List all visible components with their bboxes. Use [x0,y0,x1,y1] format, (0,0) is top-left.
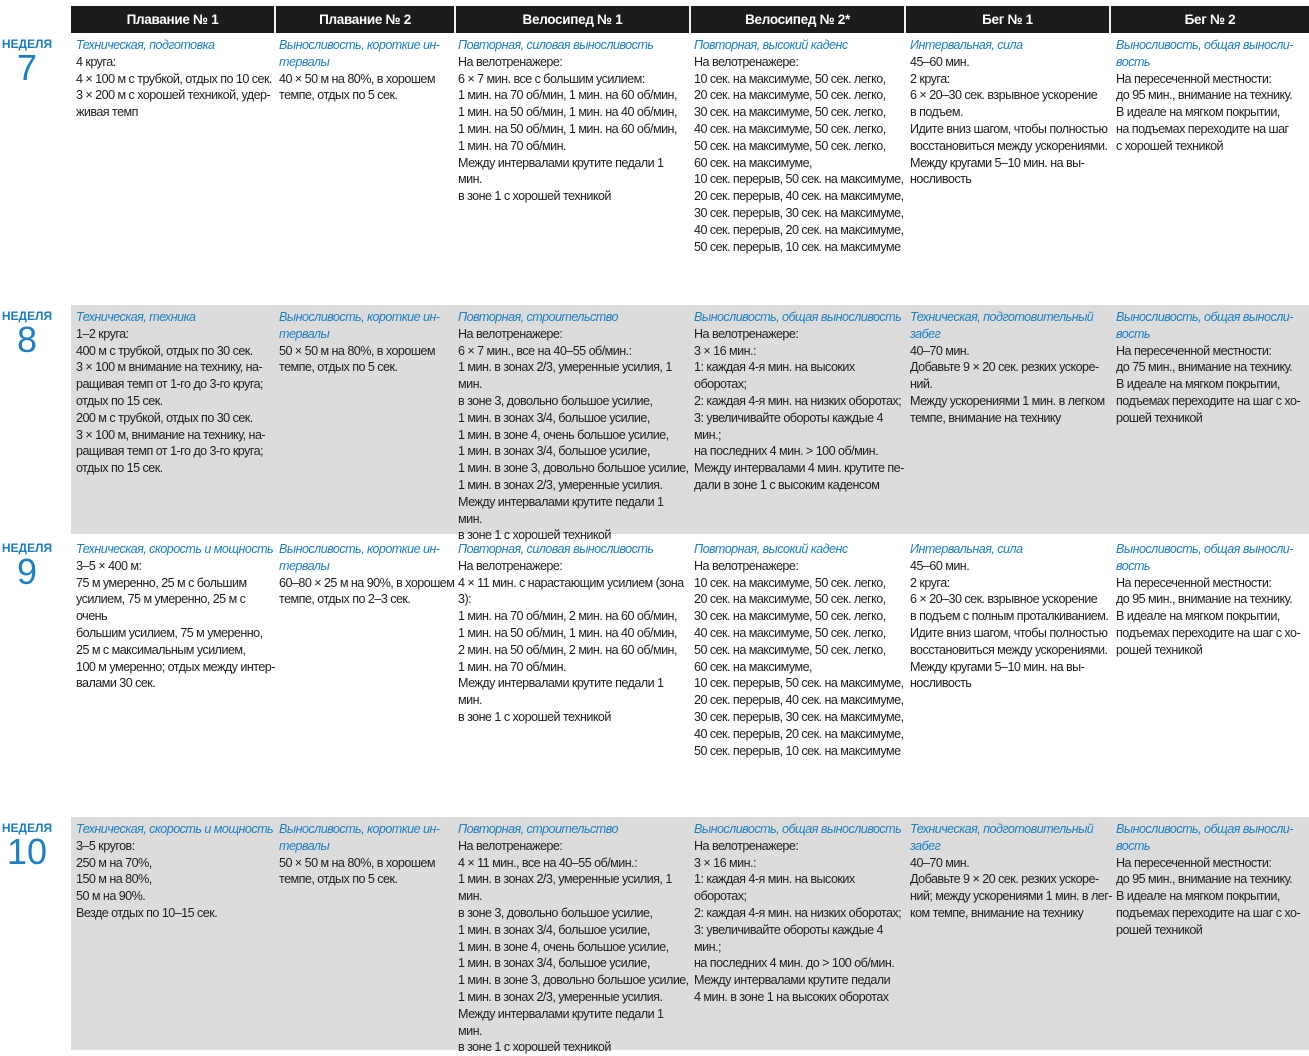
workout-type: Повторная, строительство [458,310,618,324]
workout-type: Техническая, техника [76,310,196,324]
workout-details: На велотренажере: 3 × 16 мин.: 1: каждая 4-я мин. на высоких оборотах; 2: каждая 4-я мин. на низких оборотах; 3: увеличивайте обороты каждые 4 мин.; на последних 4 мин. до > 100 об/мин. Между интервалами крутите педали 4 мин. в зоне 1 на высоких оборотах [694,838,902,1004]
workout-details: На велотренажере: 4 × 11 мин., все на 40–55 об/мин.: 1 мин. в зонах 2/3, умеренные усилия, 1 мин. в зоне 3, довольно большое усилие, 1 мин. в зонах 3/4, большое усилие, 1 мин. в зоне 4, очень большое усилие, 1 мин. в зонах 3/4, большое усилие, 1 мин. в зоне 3, довольно большое усилие, 1 мин. в зонах 2/3, умеренные усилия. Между интервалами крутите педали 1 мин. в зоне 1 с хорошей техникой [458,838,689,1055]
workout-type: Повторная, силовая выносливость [458,542,654,556]
workout-type: Выносливость, короткие ин- тервалы [279,542,440,573]
workout-details: 40 × 50 м на 80%, в хорошем темпе, отдых по 5 сек. [279,71,435,103]
workout-cell-swim-1 [76,541,276,692]
workout-type: Повторная, высокий каденс [694,38,848,52]
workout-cell-run-1 [910,37,1112,188]
column-header-run-1: Бег № 1 [982,12,1033,27]
week-label [0,821,54,872]
workout-details: На пересеченной местности: до 95 мин., внимание на технику. В идеале на мягком покрытии, подъемах переходите на шаг с хо- рошей техникой [1116,855,1301,937]
workout-type: Выносливость, общая выносли- вость [1116,310,1293,341]
workout-cell-swim-1 [76,37,276,121]
workout-details: На велотренажере: 6 × 7 мин., все на 40–55 об/мин.: 1 мин. в зонах 2/3, умеренные усилия, 1 мин. в зоне 3, довольно большое усилие, 1 мин. в зонах 3/4, большое усилие, 1 мин. в зоне 4, очень большое усилие, 1 мин. в зонах 3/4, большое усилие, 1 мин. в зоне 3, довольно большое усилие, 1 мин. в зонах 2/3, умеренные усилия. Между интервалами крутите педали 1 мин. в зоне 1 с хорошей техникой [458,326,689,543]
workout-details: 1–2 круга: 400 м с трубкой, отдых по 30 сек. 3 × 100 м внимание на технику, на- ращивая темп от 1-го до 3-го круга; отдых по 15 сек. 200 м с трубкой, отдых по 30 сек. 3 × 100 м, внимание на технику, на- ращивая темп от 1-го до 3-го круга; отдых по 15 сек. [76,326,266,476]
workout-details: На велотренажере: 10 сек. на максимуме, 50 сек. легко, 20 сек. на максимуме, 50 сек. легко, 30 сек. на максимуме, 50 сек. легко, 40 сек. на максимуме, 50 сек. легко, 50 сек. на максимуме, 50 сек. легко, 60 сек. на максимуме, 10 сек. перерыв, 50 сек. на максимуме, 20 сек. перерыв, 40 сек. на максимуме, 30 сек. перерыв, 30 сек. на максимуме, 40 сек. перерыв, 20 сек. на максимуме, 50 сек. перерыв, 10 сек. на максимуме [694,54,904,254]
week-label [0,37,54,88]
week-label [0,541,54,592]
column-header-swim-2: Плавание № 2 [319,12,411,27]
workout-details: На велотренажере: 4 × 11 мин. с нарастающим усилием (зона 3): 1 мин. на 70 об/мин, 2 мин. на 60 об/мин, 1 мин. на 50 об/мин, 1 мин. на 40 об/мин, 2 мин. на 50 об/мин, 2 мин. на 60 об/мин, 1 мин. на 70 об/мин. Между интервалами крутите педали 1 мин. в зоне 1 с хорошей техникой [458,558,684,724]
week-word: НЕДЕЛЯ [1,37,53,51]
workout-details: На велотренажере: 3 × 16 мин.: 1: каждая 4-я мин. на высоких оборотах; 2: каждая 4-я мин. на низких оборотах; 3: увеличивайте обороты каждые 4 мин.; на последних 4 мин. > 100 об/мин. Между интервалами 4 мин. крутите пе- дали в зоне 1 с высоким каденсом [694,326,904,492]
workout-cell-run-1 [910,821,1112,922]
workout-cell-run-2 [1116,821,1306,939]
column-header-swim-1: Плавание № 1 [126,12,219,27]
workout-details: 3–5 × 400 м: 75 м умеренно, 25 м с большим усилием, 75 м умеренно, 25 м с очень большим усилием, 75 м умеренно, 25 м с максимальным усилием, 100 м умеренно; отдых между интер- валами 30 сек. [76,558,275,691]
week-number: 10 [6,831,48,872]
workout-cell-swim-1 [76,821,276,922]
workout-type: Повторная, высокий каденс [694,542,848,556]
workout-type: Выносливость, общая выносливость [694,310,902,324]
workout-cell-swim-2 [279,821,455,888]
workout-type: Повторная, строительство [458,822,618,836]
workout-cell-bike-2 [694,541,906,759]
workout-cell-run-2 [1116,309,1306,427]
week-number: 8 [16,319,38,360]
workout-type: Техническая, скорость и мощность [76,542,274,556]
workout-type: Выносливость, короткие ин- тервалы [279,310,440,341]
workout-details: 45–60 мин. 2 круга: 6 × 20–30 сек. взрывное ускорение в подъем. Идите вниз шагом, чтобы полностью восстановиться между ускорениями. Между кругами 5–10 мин. на вы- носливость [910,54,1108,187]
workout-cell-run-1 [910,541,1112,692]
week-label [0,309,54,360]
workout-cell-run-2 [1116,541,1306,659]
workout-cell-swim-2 [279,309,455,376]
workout-details: На пересеченной местности: до 75 мин., внимание на технику. В идеале на мягком покрытии, подъемах переходите на шаг с хо- рошей техникой [1116,343,1301,425]
column-header-bike-1: Велосипед № 1 [522,12,623,27]
workout-type: Интервальная, сила [910,38,1023,52]
workout-type: Выносливость, короткие ин- тервалы [279,38,440,69]
workout-cell-bike-1 [458,309,690,544]
week-row-8 [0,305,1309,543]
workout-details: 50 × 50 м на 80%, в хорошем темпе, отдых по 5 сек. [279,855,435,887]
workout-details: На пересеченной местности: до 95 мин., внимание на технику. В идеале на мягком покрытии, на подъемах переходите на шаг с хорошей техникой [1116,71,1293,153]
workout-cell-bike-2 [694,821,906,1006]
workout-cell-swim-1 [76,309,276,477]
workout-type: Выносливость, общая выносли- вость [1116,38,1293,69]
workout-details: На велотренажере: 6 × 7 мин. все с большим усилием: 1 мин. на 70 об/мин, 1 мин. на 60 об/мин, 1 мин. на 50 об/мин, 1 мин. на 40 об/мин, 1 мин. на 50 об/мин, 1 мин. на 60 об/мин, 1 мин. на 70 об/мин. Между интервалами крутите педали 1 мин. в зоне 1 с хорошей техникой [458,54,677,204]
workout-type: Выносливость, короткие ин- тервалы [279,822,440,853]
week-word: НЕДЕЛЯ [1,541,53,555]
week-number: 9 [16,551,38,592]
workout-type: Выносливость, общая выносли- вость [1116,822,1293,853]
week-row-10 [0,817,1309,1055]
workout-details: 60–80 × 25 м на 90%, в хорошем темпе, отдых по 2–3 сек. [279,575,455,607]
week-word: НЕДЕЛЯ [1,309,53,323]
column-header-bar [71,6,1309,33]
workout-details: На пересеченной местности: до 95 мин., внимание на технику. В идеале на мягком покрытии, подъемах переходите на шаг с хо- рошей техникой [1116,575,1301,657]
workout-type: Техническая, подготовительный забег [910,310,1094,341]
workout-cell-swim-2 [279,541,455,608]
workout-type: Техническая, подготовительный забег [910,822,1094,853]
workout-cell-run-1 [910,309,1112,427]
workout-cell-bike-1 [458,821,690,1056]
column-header-run-2: Бег № 2 [1184,12,1236,27]
workout-type: Повторная, силовая выносливость [458,38,654,52]
workout-cell-bike-2 [694,309,906,494]
workout-cell-bike-2 [694,37,906,255]
workout-type: Выносливость, общая выносли- вость [1116,542,1293,573]
column-header-bike-2: Велосипед № 2* [745,12,850,27]
workout-details: 4 круга: 4 × 100 м с трубкой, отдых по 10 сек. 3 × 200 м с хорошей техникой, удер- живая темп [76,54,272,120]
workout-type: Выносливость, общая выносливость [694,822,902,836]
workout-details: 3–5 кругов: 250 м на 70%, 150 м на 80%, 50 м на 90%. Везде отдых по 10–15 сек. [76,838,218,920]
workout-details: На велотренажере: 10 сек. на максимуме, 50 сек. легко, 20 сек. на максимуме, 50 сек. легко, 30 сек. на максимуме, 50 сек. легко, 40 сек. на максимуме, 50 сек. легко, 50 сек. на максимуме, 50 сек. легко, 60 сек. на максимуме, 10 сек. перерыв, 50 сек. на максимуме, 20 сек. перерыв, 40 сек. на максимуме, 30 сек. перерыв, 30 сек. на максимуме, 40 сек. перерыв, 20 сек. на максимуме, 50 сек. перерыв, 10 сек. на максимуме [694,558,904,758]
workout-details: 50 × 50 м на 80%, в хорошем темпе, отдых по 5 сек. [279,343,435,375]
workout-cell-swim-2 [279,37,455,104]
workout-details: 45–60 мин. 2 круга: 6 × 20–30 сек. взрывное ускорение в подъем с полным проталкиванием. Идите вниз шагом, чтобы полностью восстановиться между ускорениями. Между кругами 5–10 мин. на вы- носливость [910,558,1109,691]
workout-cell-run-2 [1116,37,1306,155]
week-number: 7 [16,47,38,88]
workout-cell-bike-1 [458,37,690,205]
workout-type: Техническая, скорость и мощность [76,822,274,836]
week-row-9 [0,537,1309,811]
workout-details: 40–70 мин. Добавьте 9 × 20 сек. резких ускоре- ний; между ускорениями 1 мин. в лег- ком темпе, внимание на технику [910,855,1112,920]
workout-cell-bike-1 [458,541,690,726]
workout-details: 40–70 мин. Добавьте 9 × 20 сек. резких ускоре- ний. Между ускорениями 1 мин. в легком темпе, внимание на технику [910,343,1105,425]
week-row-7 [0,33,1309,303]
workout-type: Техническая, подготовка [76,38,215,52]
workout-type: Интервальная, сила [910,542,1023,556]
week-word: НЕДЕЛЯ [1,821,53,835]
